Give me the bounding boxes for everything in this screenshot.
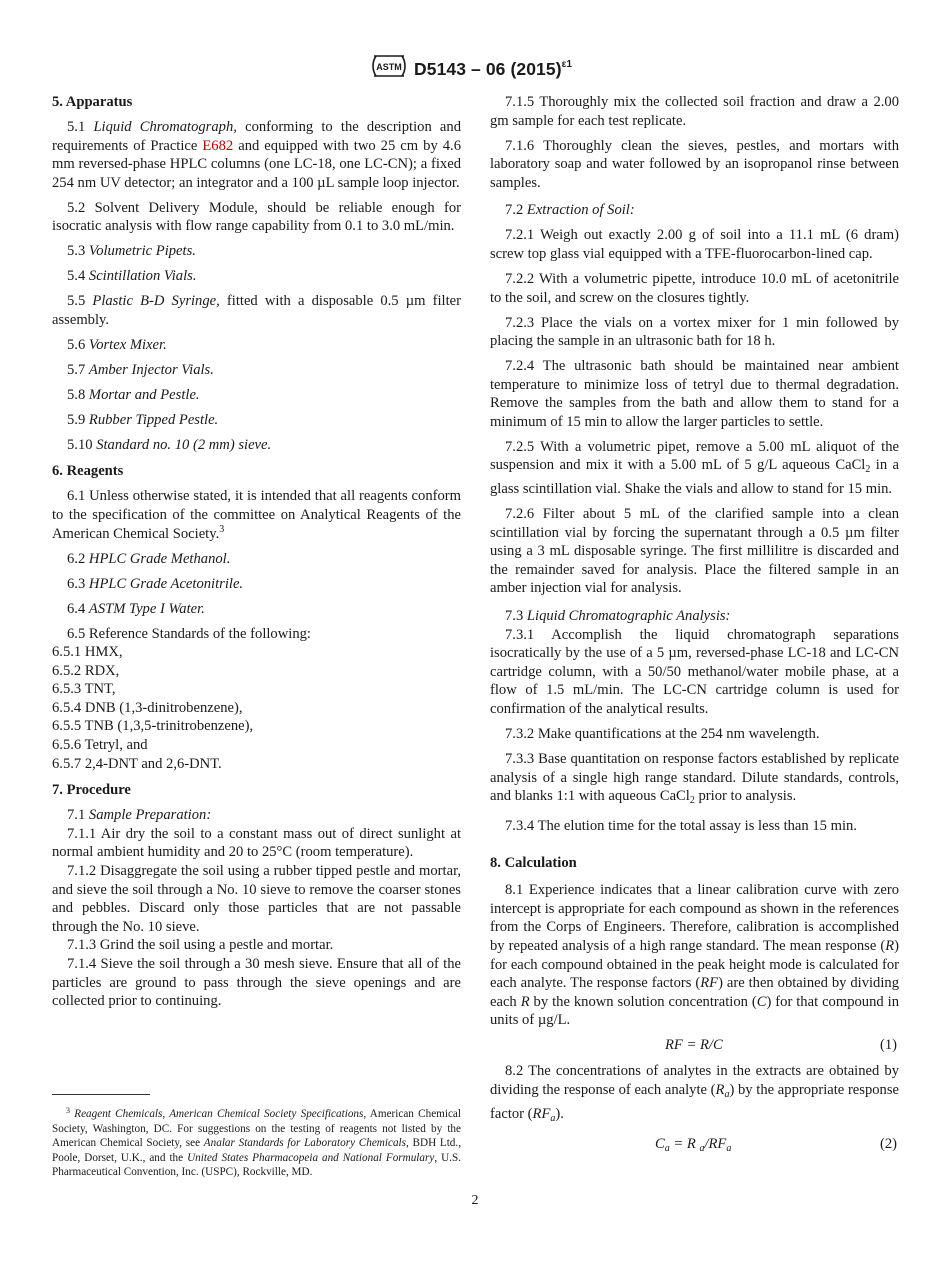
para-5-9: 5.9 Rubber Tipped Pestle. <box>67 411 219 428</box>
para-7-1-3: 7.1.3 Grind the soil using a pestle and mortar. <box>67 937 334 954</box>
document-designation: D5143 – 06 $(2015)^{\varepsilon 1}$ <box>414 59 573 79</box>
para-7-2-1: 7.2.1 Weigh out exactly 2.00 g of soil into a 11.1 mL (6 dram) screw top glass vial equipped with a TFE-fluorocarbon-lined cap. <box>490 227 899 262</box>
footnote-divider <box>52 1094 150 1095</box>
list-item: 6.5.5 TNB (1,3,5-trinitrobenzene), <box>52 718 254 735</box>
equation-2-number: (2) <box>879 1135 897 1152</box>
page-header <box>0 50 950 84</box>
section-heading-calculation: 8. Calculation <box>490 854 577 871</box>
para-5-4: 5.4 Scintillation Vials. <box>67 268 197 285</box>
para-6-1: 6.1 Unless otherwise stated, it is intended that all reagents conform to the specification of the committee on Analytical Reagents of the American Chemical Society.$^3$ <box>52 488 461 542</box>
para-6-3: 6.3 HPLC Grade Acetonitrile. <box>67 575 244 592</box>
section-heading-apparatus: 5. Apparatus <box>52 94 133 110</box>
equation-1-expression: RF = R/C <box>665 1037 723 1054</box>
para-7-2-3: 7.2.3 Place the vials on a vortex mixer for 1 min followed by placing the sample in an ultrasonic bath for 18 h. <box>490 314 899 350</box>
para-6-4: 6.4 ASTM Type I Water. <box>67 600 205 617</box>
para-7-2-2: 7.2.2 With a volumetric pipette, introduce 10.0 mL of acetonitrile to the soil, and screw on the closures tightly. <box>490 270 899 306</box>
para-7-3-2: 7.3.2 Make quantifications at the 254 nm wavelength. <box>505 725 820 742</box>
para-5-5: 5.5 Plastic B-D Syringe, fitted with a disposable 0.5 µm filter assembly. <box>52 293 462 328</box>
footnote-ref-3[interactable]: 3 <box>219 523 225 535</box>
astm-logo-icon <box>370 50 408 82</box>
right-column <box>490 93 899 1161</box>
para-8-2: 8.2 The concentrations of analytes in the extracts are obtained by dividing the response of each analyte $(R_a)$ by the appropriate response factor $(RF_a)$. <box>490 1063 900 1124</box>
para-7-1-1: 7.1.1 Air dry the soil to a constant mass out of direct sunlight at normal ambient humidity and 20 to 25°C (room temperature). <box>52 825 461 861</box>
para-5-2: 5.2 Solvent Delivery Module, should be reliable enough for isocratic analysis with flow range capability from 0.1 to 3.0 mL/min. <box>52 199 461 235</box>
para-8-1: 8.1 Experience indicates that a linear calibration curve with zero intercept is appropriate for each compound as shown in the references from the Corps of Engineers. Therefore, calibration is accomplished by repeated analysis of a high range standard. The mean response (R) for each compound obtained in the peak height mode is calculated for each analyte. The response factors (RF) are then obtained by dividing each R by the known solution concentration (C) for that compound in units of µg/L. <box>490 882 899 1029</box>
equation-1-number: (1) <box>879 1037 897 1054</box>
list-item: 6.5.4 DNB (1,3-dinitrobenzene), <box>52 699 243 716</box>
standards-list <box>52 643 461 773</box>
list-item: 6.5.3 TNT, <box>52 681 116 698</box>
para-5-3: 5.3 Volumetric Pipets. <box>67 243 196 260</box>
section-heading-reagents: 6. Reagents <box>52 463 124 480</box>
para-6-2: 6.2 HPLC Grade Methanol. <box>67 550 231 567</box>
para-7-1-2: 7.1.2 Disaggregate the soil using a rubber tipped pestle and mortar, and sieve the soil through a No. 10 sieve to remove the coarser stones and pebbles. Discard only those particles that are not passable through the No. 10 sieve. <box>52 863 461 935</box>
para-7-2: 7.2 Extraction of Soil: <box>505 202 635 219</box>
para-7-1-6: 7.1.6 Thoroughly clean the sieves, pestles, and mortars with laboratory soap and water followed by an isopropanol rinse between samples. <box>490 137 899 191</box>
para-7-3-3: 7.3.3 Base quantitation on response factors established by replicate analysis of a single high range standard. Dilute standards, controls, and blanks 1:1 with aqueous CaCl$_2$ prior to analysis. <box>490 750 899 807</box>
equation-1 <box>490 1036 899 1054</box>
page-number: 2 <box>471 1193 479 1208</box>
para-7-2-6: 7.2.6 Filter about 5 mL of the clarified sample into a clean scintillation vial by forcing the supernatant through a 0.5 µm filter using a 3 mL disposable syringe. The first millilitre is discarded and the remainder saved for analysis. Place the filtered sample in an amber injection vial for analysis. <box>490 506 899 597</box>
para-7-3-1: 7.3.1 Accomplish the liquid chromatograph separations isocratically by the use of a 5 µm, reversed-phase LC-18 and LC-CN cartridge column, with a 50/50 methanol/water mobile phase, at a flow of 1.5 mL/min. The LC-CN cartridge column is used for confirmation of the analytical results. <box>490 626 899 717</box>
para-5-6: 5.6 Vortex Mixer. <box>67 336 167 353</box>
para-5-10: 5.10 Standard no. 10 (2 mm) sieve. <box>67 436 272 453</box>
para-5-1: 5.1 Liquid Chromatograph, conforming to the description and requirements of Practice E682 and equipped with two 25 cm by 4.6 mm reversed-phase HPLC columns (one LC-18, one LC-CN); a fixed 254 nm UV detector; an integrator and a 100 µL sample loop injector. <box>52 118 461 191</box>
equation-2-expression: $C_a = R$ $_a/RF_a$ <box>655 1135 732 1154</box>
designation-superscript: ε1 <box>561 59 573 70</box>
list-item: 6.5.1 HMX, <box>52 644 123 661</box>
section-heading-procedure: 7. Procedure <box>52 782 131 799</box>
list-item: 6.5.2 RDX, <box>52 662 120 679</box>
para-7-2-4: 7.2.4 The ultrasonic bath should be maintained near ambient temperature to minimize loss of tetryl due to thermal degradation. Remove the samples from the bath and allow them to stand for a minimum of 15 min to allow the larger particles to settle. <box>490 358 899 430</box>
link-e682[interactable]: E682 <box>202 137 234 154</box>
list-item: 6.5.7 2,4-DNT and 2,6-DNT. <box>52 755 222 772</box>
para-7-3-4: 7.3.4 The elution time for the total assay is less than 15 min. <box>505 818 857 835</box>
para-5-8: 5.8 Mortar and Pestle. <box>67 386 200 403</box>
para-7-1-5: 7.1.5 Thoroughly mix the collected soil fraction and draw a 2.00 gm sample for each test replicate. <box>490 94 899 129</box>
para-7-3: 7.3 Liquid Chromatographic Analysis: <box>505 607 731 624</box>
footnote-3: $^3$ Reagent Chemicals, American Chemical Society Specifications, American Chemical Society, Washington, DC. For suggestions on the testing of reagents not listed by the American Chemical Society, see Analar Standards for Laboratory Chemicals, BDH Ltd., Poole, Dorset, U.K., and the United States Pharmacopeia and National Formulary, U.S. Pharmaceutical Convention, Inc. (USPC), Rockville, MD. <box>52 1106 462 1179</box>
para-7-2-5: 7.2.5 With a volumetric pipet, remove a 5.00 mL aliquot of the suspension and mix it with a 5.00 mL of 5 g/L aqueous CaCl$_2$ in a glass scintillation vial. Shake the vials and allow to stand for 15 min. <box>490 438 899 498</box>
equation-2 <box>490 1135 899 1153</box>
para-7-1: 7.1 Sample Preparation: <box>67 807 212 824</box>
para-7-1-4: 7.1.4 Sieve the soil through a 30 mesh sieve. Ensure that all of the particles are ground to pass through the sieve openings and are collected prior to continuing. <box>52 956 461 1010</box>
para-5-7: 5.7 Amber Injector Vials. <box>67 361 214 378</box>
para-6-5: 6.5 Reference Standards of the following: <box>67 625 311 642</box>
list-item: 6.5.6 Tetryl, and <box>52 737 148 754</box>
logo-text: ASTM <box>376 62 402 72</box>
left-column <box>52 93 461 1011</box>
